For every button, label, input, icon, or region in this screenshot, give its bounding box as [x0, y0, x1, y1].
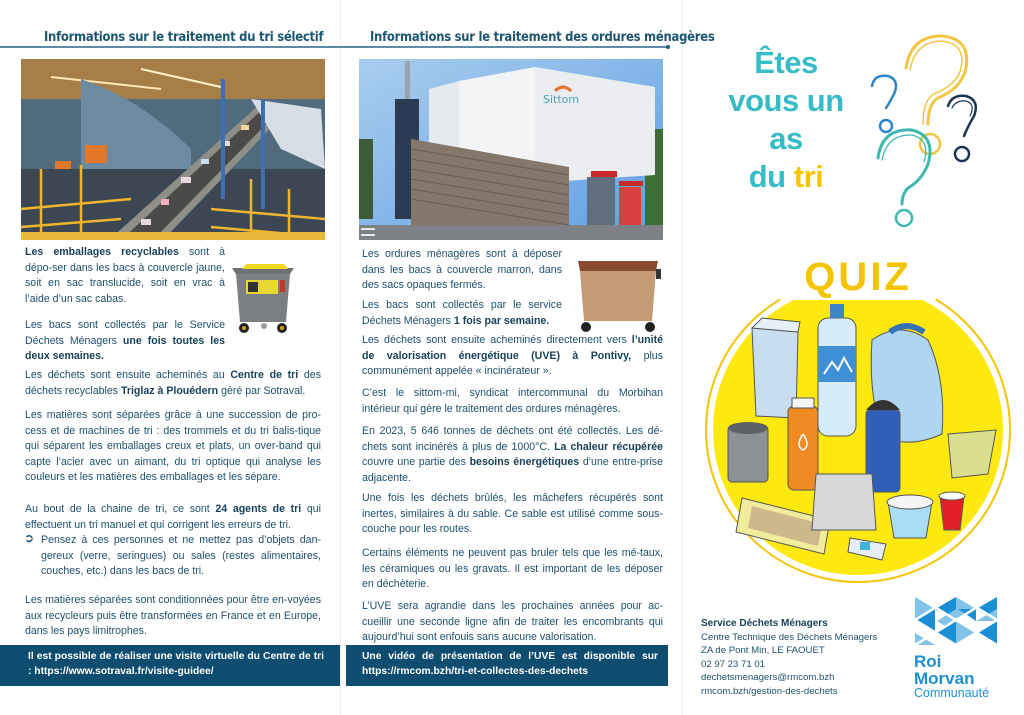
headline-line: Êtes	[754, 45, 818, 80]
contact-website[interactable]: rmcom.bzh/gestion-des-dechets	[701, 685, 838, 697]
paragraph-machines: Les matières sont séparées grâce à une succession de pro-cess et de machines de tri : des trommels et du tri balis-tique qui séparent les emballages creux et plats, un over-band qui capte l’acier avec un aimant, du tri optique qui analyse les couleurs et les matières des emballages et les sépare.	[25, 409, 321, 484]
contact-address-line: Centre Technique des Déchets Ménagers	[701, 631, 878, 643]
highlight-text: Les emballages recyclables	[25, 246, 179, 258]
paragraph-uve	[362, 333, 663, 380]
uve-building-photo	[359, 59, 663, 240]
brown-bin-image	[572, 255, 664, 335]
highlight-text: l’unité de valorisation énergétique (UVE) à Pontivy,	[362, 334, 663, 362]
question-marks-icon	[866, 28, 996, 228]
roi-morvan-logo-icon	[915, 595, 997, 647]
video-banner	[346, 645, 668, 686]
paragraph-sittom: C’est le sittom-mi, syndicat intercommunal du Morbihan intérieur qui gère le traitement des ordures ménagères.	[362, 387, 663, 415]
body-text: des déchets recyclables	[25, 369, 321, 397]
headline-text: du	[748, 159, 794, 194]
headline-line: vous un	[728, 83, 844, 118]
body-text: En 2023, 5 646 tonnes de déchets ont été collectés. Les dé-chets sont incinérés à plus de 1000°C.	[362, 425, 663, 453]
paragraph-agrandissement: L’UVE sera agrandie dans les prochaines années pour ac-cueillir une seconde ligne afin de traiter les encombrants qui aujourd’hui sont enfouis sans aucune valorisation.	[362, 600, 663, 644]
paragraph-machefers: Une fois les déchets brûlés, les mâchefers récupérés sont inertes, similaires à du sable. Ce sable est utilisé comme sous-couche pour les routes.	[362, 492, 663, 536]
paragraph-agents	[25, 502, 321, 533]
body-text: Les déchets sont ensuite acheminés au	[25, 369, 231, 381]
virtual-visit-link[interactable]: Il est possible de réaliser une visite virtuelle du Centre de tri : https://www.sotraval.fr/visite-guidee/	[28, 651, 324, 677]
body-text: Les bacs sont collectés par le Service Déchets Ménagers	[25, 319, 225, 347]
yellow-bin-image	[228, 260, 298, 340]
arrow-right-icon: ➲	[24, 531, 35, 545]
title-divider	[0, 46, 340, 48]
highlight-text: 24 agents de tri	[215, 503, 302, 515]
highlight-text: 1 fois par semaine.	[453, 314, 550, 327]
body-text: Au bout de la chaine de tri, ce sont	[25, 503, 216, 515]
paragraph-centre-de-tri	[25, 368, 321, 399]
headline-line: as	[769, 121, 803, 156]
body-text: plus communément appelée « incinérateur ».	[362, 349, 663, 378]
paragraph-collecte	[25, 318, 225, 365]
divider-dot	[666, 45, 670, 49]
body-text: Les déchets sont ensuite acheminés directement vers	[362, 334, 632, 346]
virtual-visit-banner	[0, 645, 340, 686]
contact-email[interactable]: dechetsmenagers@rmcom.bzh	[701, 672, 835, 684]
contact-phone[interactable]: 02 97 23 71 01	[701, 658, 766, 670]
highlight-text: besoins énergétiques	[469, 456, 580, 469]
highlight-text: Triglaz à Plouédern	[120, 384, 219, 397]
paragraph-collecte-om	[362, 298, 562, 329]
paragraph-emballages	[25, 245, 225, 307]
cover-headline	[716, 44, 856, 196]
sittom-sign: Sittom	[543, 93, 580, 106]
panel-tri-selectif	[0, 0, 340, 715]
quiz-badge	[700, 248, 1016, 588]
body-text: sont à dépo-ser dans les bacs à couvercle jaune, soit en sac translucide, soit en vrac à l’aide d’un sac cabas.	[25, 246, 225, 305]
highlight-text: une fois toutes les deux semaines.	[25, 334, 226, 363]
quiz-title: QUIZ	[804, 255, 912, 299]
paragraph-dechetterie: Certains éléments ne peuvent pas bruler tels que les mé-taux, les céramiques ou les gravats. Il est important de les déposer en déchèterie.	[362, 547, 663, 591]
body-text: qui effectuent un tri manuel et qui corrigent les erreurs de tri.	[25, 503, 321, 531]
section-title: Informations sur le traitement des ordures ménagères	[370, 29, 715, 45]
contact-block	[701, 617, 877, 699]
video-link[interactable]: Une vidéo de présentation de l’UVE est disponible sur https://rmcom.bzh/tri-et-collectes-des-dechets	[362, 651, 658, 677]
headline-line	[716, 158, 856, 196]
paragraph-recycleurs: Les matières séparées sont conditionnées pour être en-voyées aux recycleurs puis être transformées en France et en Europe, dans les pays limitrophes.	[25, 594, 321, 638]
body-text: géré par Sotraval.	[218, 384, 306, 397]
paragraph-chiffres-2023	[362, 424, 663, 486]
headline-accent: tri	[793, 159, 824, 194]
logo-line: Communauté	[914, 686, 990, 700]
logo-line: Morvan	[914, 669, 975, 688]
title-divider	[340, 46, 668, 48]
contact-name: Service Déchets Ménagers	[701, 618, 828, 629]
panel-ordures-menageres	[340, 0, 715, 715]
contact-address-line: ZA de Pont Min, LE FAOUET	[701, 645, 825, 657]
section-title: Informations sur le traitement du tri sélectif	[44, 29, 324, 45]
body-text: Les bacs sont collectés par le service Déchets Ménagers	[362, 299, 562, 327]
logo-line: Roi	[914, 652, 942, 671]
body-text: d’une entre-prise adjacente.	[362, 456, 664, 484]
paragraph-conseil: Pensez à ces personnes et ne mettez pas d’objets dan-gereux (verre, seringues) ou sales (restes alimentaires, couches, etc.) dans les bacs de tri.	[41, 534, 321, 578]
sorting-center-photo	[21, 59, 325, 240]
body-text: couvre une partie des	[362, 456, 470, 469]
highlight-text: La chaleur récupérée	[554, 440, 663, 453]
paragraph-ordures: Les ordures ménagères sont à déposer dans les bacs à couvercle marron, dans des sacs opaques fermés.	[362, 248, 562, 292]
highlight-text: Centre de tri	[230, 369, 299, 381]
roi-morvan-logo-text	[914, 654, 989, 700]
